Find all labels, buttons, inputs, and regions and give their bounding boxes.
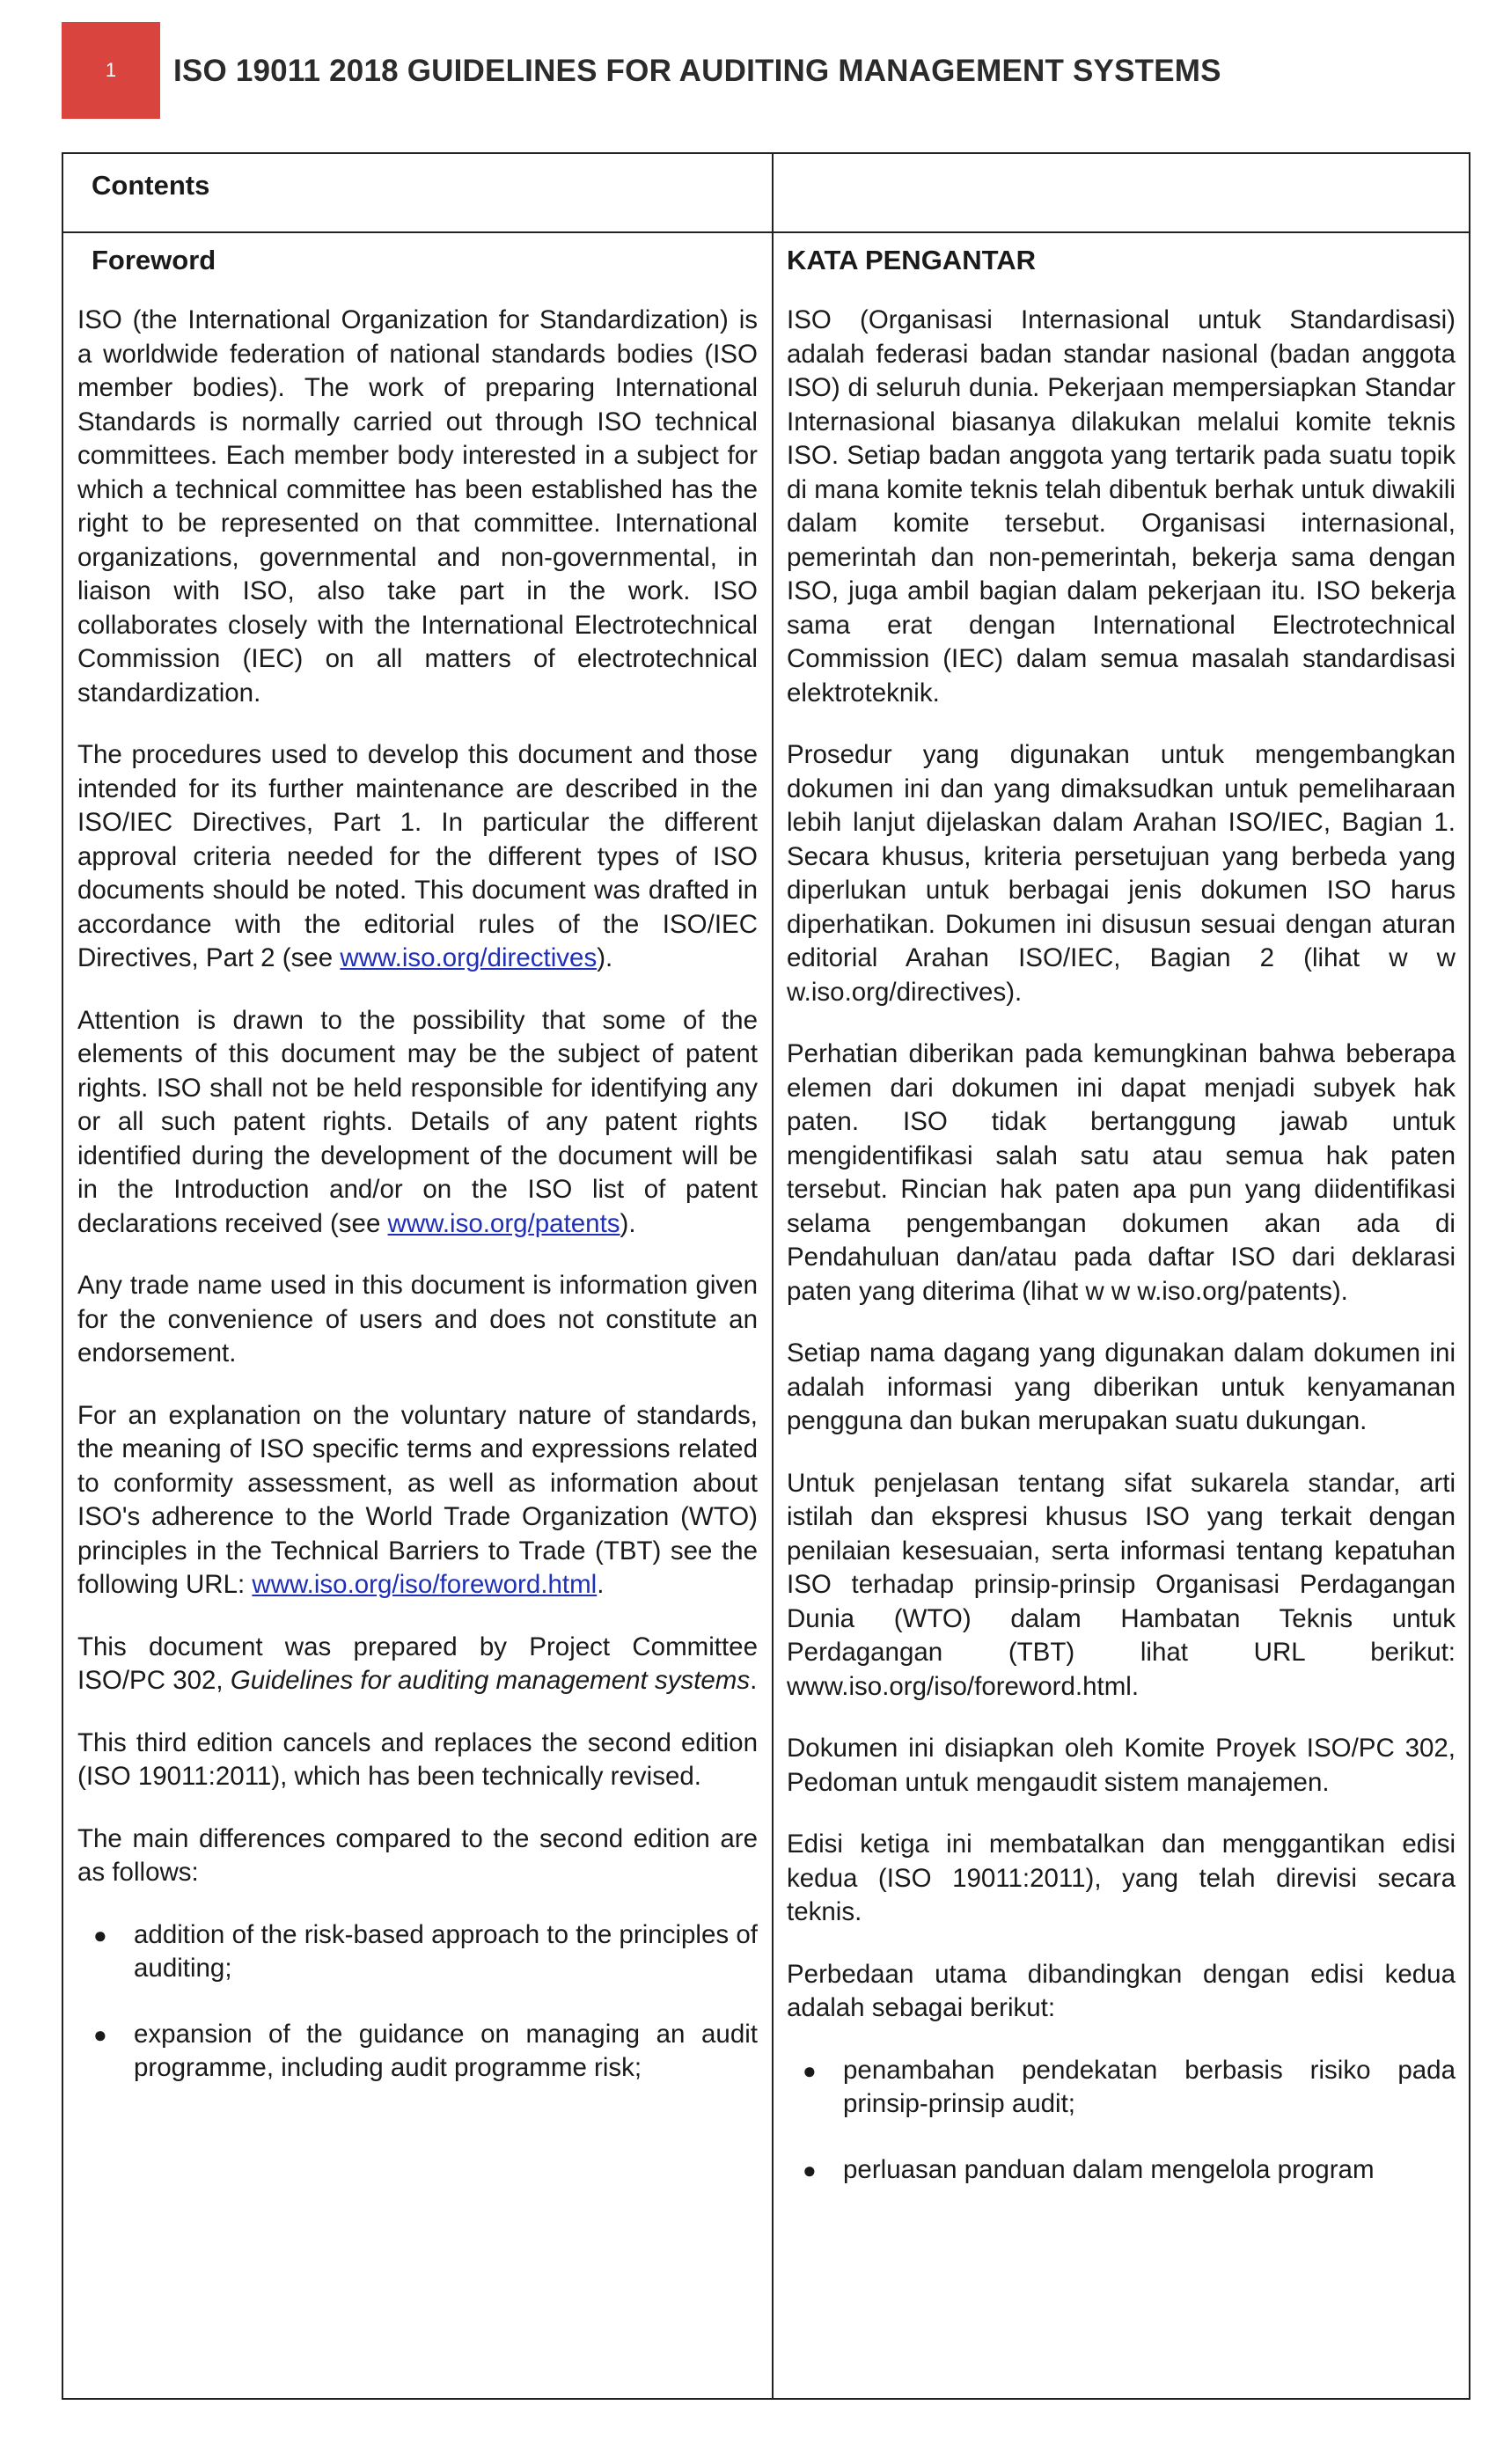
paragraph: Attention is drawn to the possibility that some of the elements of this document may be the subject of patent rights. ISO shall not be held responsible for identifying any or all such patent rights. Details of any patent rights identified during the development of the document will be in the Introduction and/or on the ISO list of patent declarations received (see www.iso.org/patents). (77, 1005, 758, 1238)
english-column (62, 232, 773, 2399)
list-item: ● expansion of the guidance on managing an audit programme, including audit programme risk; (93, 2019, 758, 2082)
paragraph: The procedures used to develop this document and those intended for its further maintenance are described in the ISO/IEC Directives, Part 1. In particular the different approval criteria needed for the different types of ISO documents should be noted. This document was drafted in accordance with the editorial rules of the ISO/IEC Directives, Part 2 (see www.iso.org/directives). (77, 740, 758, 972)
paragraph: The main differences compared to the second edition are as follows: (77, 1823, 758, 1887)
page-number-badge (62, 22, 160, 119)
body-row (62, 232, 1470, 2399)
paragraph: Any trade name used in this document is information given for the convenience of users and does not constitute an endorsement. (77, 1271, 758, 1368)
list-item: ● perluasan panduan dalam mengelola program (787, 2153, 1456, 2188)
differences-list (787, 2054, 1456, 2188)
paragraph: ISO (Organisasi Internasional untuk Standardisasi) adalah federasi badan standar nasional (badan anggota ISO) di seluruh dunia. Pekerjaan mempersiapkan Standar Internasional biasanya dilakukan melalui komite teknis ISO. Setiap badan anggota yang tertarik pada suatu topik di mana komite teknis telah dibentuk berhak untuk diwakili dalam komite tersebut. Organisasi internasional, pemerintah dan non-pemerintah, bekerja sama dengan ISO, juga ambil bagian dalam pekerjaan itu. ISO bekerja sama erat dengan International Electrotechnical Commission (IEC) dalam semua masalah standardisasi elektroteknik. (787, 305, 1456, 708)
paragraph: Edisi ketiga ini membatalkan dan menggantikan edisi kedua (ISO 19011:2011), yang telah direvisi secara teknis. (787, 1830, 1456, 1926)
paragraph: Untuk penjelasan tentang sifat sukarela standar, arti istilah dan ekspresi khusus ISO yang terkait dengan penilaian kesesuaian, serta informasi tentang kepatuhan ISO terhadap prinsip-prinsip Organisasi Perdagangan Dunia (WTO) dalam Hambatan Teknis untuk Perdagangan (TBT) lihat URL berikut: www.iso.org/iso/foreword.html. (787, 1468, 1456, 1701)
paragraph: Perhatian diberikan pada kemungkinan bahwa beberapa elemen dari dokumen ini dapat menjadi subyek hak paten. ISO tidak bertanggung jawab untuk mengidentifikasi salah satu atau semua hak paten tersebut. Rincian hak paten apa pun yang diidentifikasi selama pengembangan dokumen akan ada di Pendahuluan dan/atau pada daftar ISO dari deklarasi paten yang diterima (lihat w w w.iso.org/patents). (787, 1039, 1456, 1306)
paragraph: Setiap nama dagang yang digunakan dalam dokumen ini adalah informasi yang diberikan untuk kenyamanan pengguna dan bukan merupakan suatu dukungan. (787, 1338, 1456, 1435)
list-item: ● penambahan pendekatan berbasis risiko pada prinsip-prinsip audit; (803, 2055, 1456, 2118)
bullet-icon: ● (93, 2020, 107, 2048)
paragraph: Dokumen ini disiapkan oleh Komite Proyek ISO/PC 302, Pedoman untuk mengaudit sistem manajemen. (787, 1734, 1456, 1797)
contents-label: Contents (92, 170, 210, 201)
list-item: ● addition of the risk-based approach to the principles of auditing; (93, 1919, 758, 1983)
contents-cell-empty (773, 153, 1470, 232)
foreword-link[interactable]: www.iso.org/iso/foreword.html (252, 1570, 598, 1599)
kata-pengantar-heading: KATA PENGANTAR (787, 245, 1036, 275)
foreword-heading: Foreword (92, 245, 216, 275)
contents-row (62, 153, 1470, 232)
differences-list (77, 1918, 758, 2086)
page-number: 1 (105, 59, 117, 81)
paragraph: This document was prepared by Project Committee ISO/PC 302, Guidelines for auditing management systems. (77, 1632, 758, 1695)
contents-cell (62, 153, 773, 232)
paragraph: Prosedur yang digunakan untuk mengembangkan dokumen ini dan yang dimaksudkan untuk pemeliharaan lebih lanjut dijelaskan dalam Arahan ISO/IEC, Bagian 1. Secara khusus, kriteria persetujuan yang berbeda yang diperlukan untuk berbagai jenis dokumen ISO harus diperhatikan. Dokumen ini disusun sesuai dengan aturan editorial Arahan ISO/IEC, Bagian 2 (lihat w w w.iso.org/directives). (787, 740, 1456, 1007)
paragraph: This third edition cancels and replaces the second edition (ISO 19011:2011), which has been technically revised. (77, 1727, 758, 1791)
paragraph: For an explanation on the voluntary nature of standards, the meaning of ISO specific terms and expressions related to conformity assessment, as well as information about ISO's adherence to the World Trade Organization (WTO) principles in the Technical Barriers to Trade (TBT) see the following URL: www.iso.org/iso/foreword.html. (77, 1400, 758, 1599)
page-header (62, 22, 1470, 119)
directives-link[interactable]: www.iso.org/directives (340, 943, 598, 972)
bullet-icon: ● (803, 2156, 817, 2183)
bullet-icon: ● (93, 1921, 107, 1948)
indonesian-column (773, 232, 1470, 2399)
bullet-icon: ● (803, 2057, 817, 2084)
document-title: ISO 19011 2018 GUIDELINES FOR AUDITING MANAGEMENT SYSTEMS (173, 54, 1221, 88)
bilingual-table (62, 152, 1470, 2400)
patents-link[interactable]: www.iso.org/patents (387, 1208, 620, 1238)
paragraph: Perbedaan utama dibandingkan dengan edisi kedua adalah sebagai berikut: (787, 1959, 1456, 2022)
paragraph: ISO (the International Organization for Standardization) is a worldwide federation of national standards bodies (ISO member bodies). The work of preparing International Standards is normally carried out through ISO technical committees. Each member body interested in a subject for which a technical committee has been established has the right to be represented on that committee. International organizations, governmental and non-governmental, in liaison with ISO, also take part in the work. ISO collaborates closely with the International Electrotechnical Commission (IEC) on all matters of electrotechnical standardization. (77, 305, 758, 708)
